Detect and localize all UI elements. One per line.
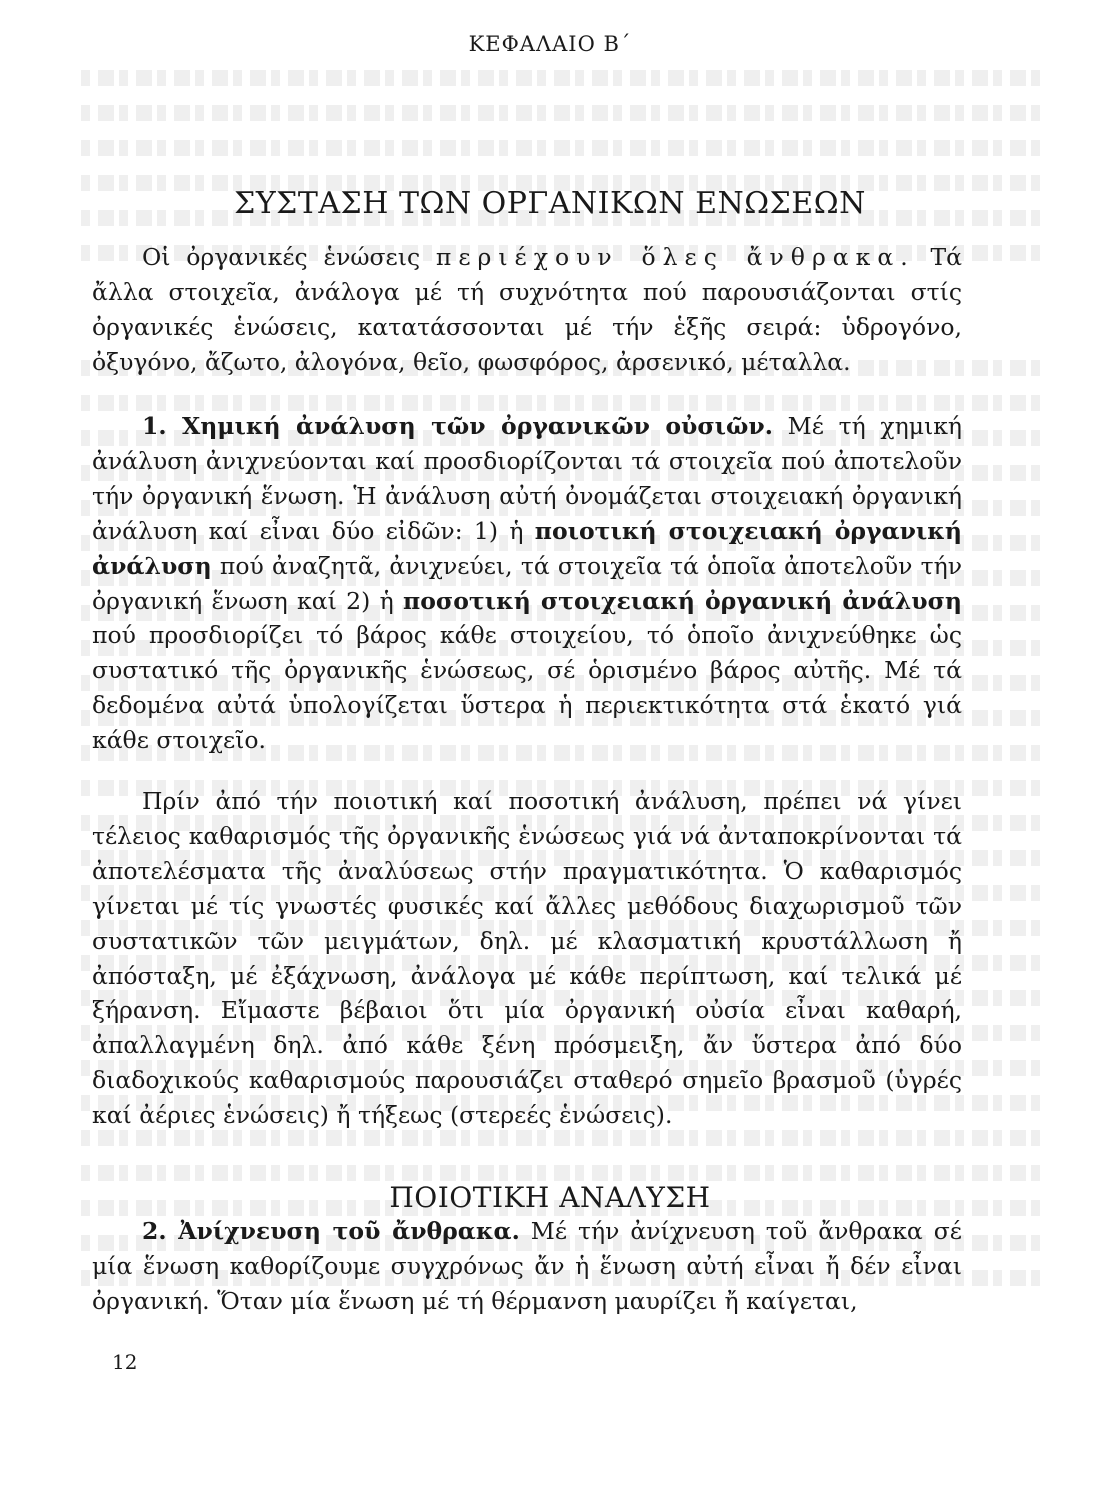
intro-paragraph xyxy=(92,240,962,380)
section-title: ΣΥΣΤΑΣΗ ΤΩΝ ΟΡΓΑΝΙΚΩΝ ΕΝΩΣΕΩΝ xyxy=(234,186,866,222)
intro-text-rest: Τά ἄλλα στοιχεῖα, ἀνάλογα μέ τή συχνότητα πού παρουσιάζονται στίς ὀργανικές ἑνώσεις, κατατάσσονται μέ τήν ἑξῆς σειρά: ὑδρογόνο, ὀξυγόνο, ἄζωτο, ἀλογόνα, θεῖο, φωσφόρος, ἀρσενικό, μέταλλα. xyxy=(92,243,963,376)
paragraph-text: Πρίν ἀπό τήν ποιοτική καί ποσοτική ἀνάλυση, πρέπει νά γίνει τέλειος καθαρισμός τῆς ὀργανικῆς ἑνώσεως γιά νά ἀνταποκρίνονται τά ἀποτελέσματα τῆς ἀναλύσεως στήν πραγματικότητα. Ὁ καθαρισμός γίνεται μέ τίς γνωστές φυσικές καί ἄλλες μεθόδους διαχωρισμοῦ τῶν συστατικῶν τῶν μειγμάτων, δηλ. μέ κλασματική κρυστάλλωση ἤ ἀπόσταξη, μέ ἐξάχνωση, ἀνάλογα μέ κάθε περίπτωση, καί τελικά μέ ξήρανση. Εἴμαστε βέβαιοι ὅτι μία ὀργανική οὐσία εἶναι καθαρή, ἀπαλλαγμένη δηλ. ἀπό κάθε ξένη πρόσμειξη, ἄν ὕστερα ἀπό δύο διαδοχικούς καθαρισμούς παρουσιάζει σταθερό σημεῖο βρασμοῦ (ὑγρές καί ἀέριες ἑνώσεις) ἤ τήξεως (στερεές ἑνώσεις). xyxy=(92,787,962,1130)
page-number: 12 xyxy=(112,1350,138,1374)
paragraph-heading: 1. Χημική ἀνάλυση τῶν ὀργανικῶν οὐσιῶν. xyxy=(142,412,773,440)
paragraph-text: πού προσδιορίζει τό βάρος κάθε στοιχείου, τό ὁποῖο ἀνιχνεύθηκε ὡς συστατικό τῆς ὀργανικῆς ἑνώσεως, σέ ὁρισμένο βάρος αὐτῆς. Μέ τά δεδομένα αὐτά ὑπολογίζεται ὕστερα ἡ περιεκτικότητα στά ἑκατό γιά κάθε στοιχεῖο. xyxy=(92,621,962,755)
paragraph-purification xyxy=(92,784,962,1133)
paragraph-carbon-detection xyxy=(92,1214,962,1319)
bold-term-qualitative: ποιοτική στοιχειακή ὀργανική ἀνάλυση xyxy=(92,516,962,580)
paragraph-text: Μέ τήν ἀνίχνευση τοῦ ἄνθρακα σέ μία ἕνωση καθορίζουμε συγχρόνως ἄν ἡ ἕνωση αὐτή εἶναι ἤ δέν εἶναι ὀργανική. Ὅταν μία ἕνωση μέ τή θέρμανση μαυρίζει ἤ καίγεται, xyxy=(92,1217,962,1315)
running-head: ΚΕΦΑΛΑΙΟ Β΄ xyxy=(468,32,632,56)
bold-term-quantitative: ποσοτική στοιχειακή ὀργανική ἀνάλυση xyxy=(403,586,962,615)
paragraph-text: Μέ τή χημική ἀνάλυση ἀνιχνεύονται καί προσδιορίζονται τά στοιχεῖα πού ἀποτελοῦν τήν ὀργανική ἕνωση. Ἡ ἀνάλυση αὐτή ὀνομάζεται στοιχειακή ὀργανική ἀνάλυση καί εἶναι δύο εἰδῶν: 1) ἡ xyxy=(92,412,962,545)
paragraph-text: πού ἀναζητᾶ, ἀνιχνεύει, τά στοιχεῖα τά ὁποῖα ἀποτελοῦν τήν ὀργανική ἕνωση καί 2) ἡ xyxy=(92,551,962,615)
intro-spaced-emphasis: περιέχουν ὅλες ἄνθρακα. xyxy=(435,243,915,271)
section-title: ΠΟΙΟΤΙΚΗ ΑΝΑΛΥΣΗ xyxy=(389,1181,711,1215)
intro-text-start: Οἱ ὀργανικές ἑνώσεις xyxy=(142,243,436,271)
paragraph-chemical-analysis xyxy=(92,409,962,758)
paragraph-heading: 2. Ἀνίχνευση τοῦ ἄνθρακα. xyxy=(142,1217,520,1245)
